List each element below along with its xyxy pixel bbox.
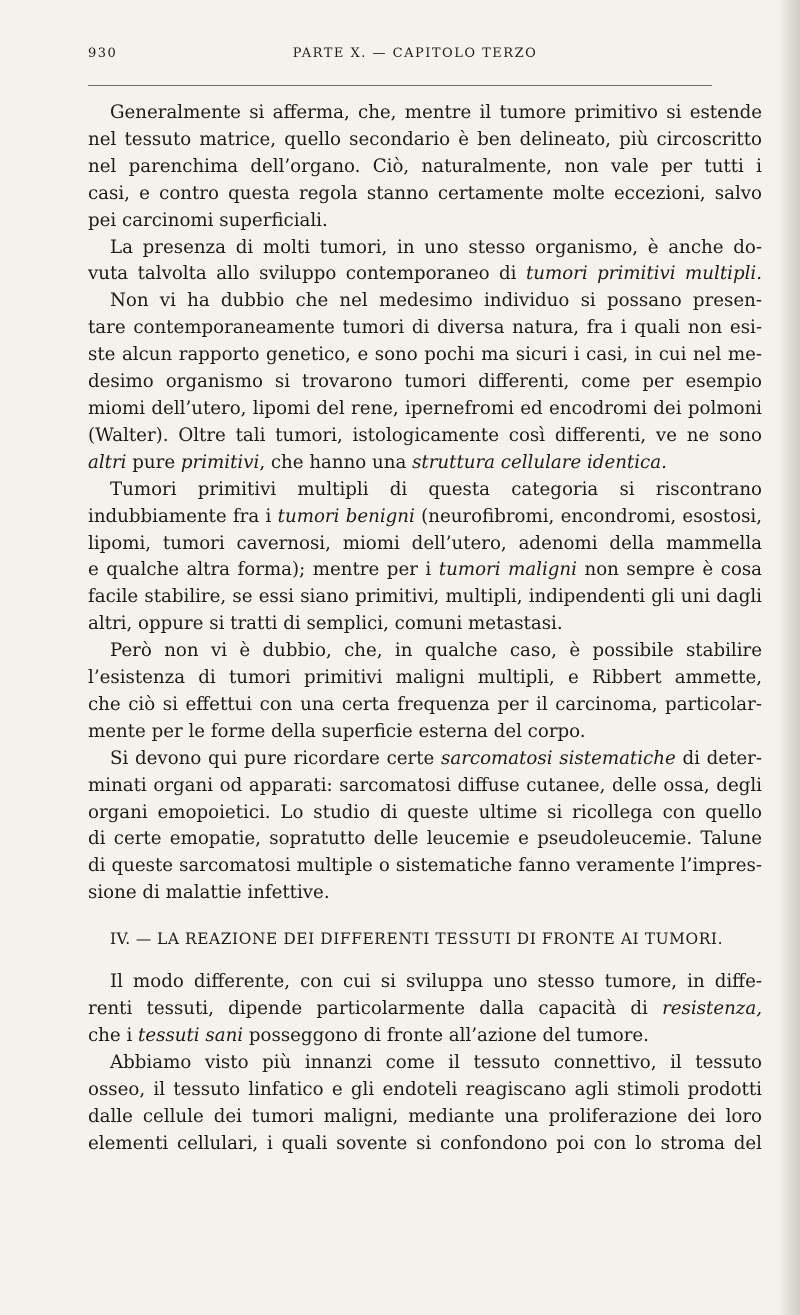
paragraph-3-line-3: lipomi, tumori cavernosi, miomi dell’utero, adenomi della mammella [88, 532, 762, 554]
paragraph-2-line-5: ste alcun rapporto genetico, e sono pochi ma sicuri i casi, in cui nel me- [88, 344, 762, 366]
paragraph-7 [88, 1050, 762, 1158]
paragraph-2-line-8: (Walter). Oltre tali tumori, istologicamente così differenti, ve ne sono [88, 424, 762, 446]
paragraph-6-line-2: renti tessuti, dipende particolarmente dalla capacità di resistenza, [88, 998, 762, 1020]
paragraph-2-line-1: La presenza di molti tumori, in uno stesso organismo, è anche do- [110, 236, 762, 258]
paragraph-5-line-1: Si devono qui pure ricordare certe sarcomatosi sistematiche di deter- [110, 747, 762, 769]
header-rule [88, 85, 712, 86]
section-number: IV. [110, 930, 131, 949]
paragraph-2-line-4: tare contemporaneamente tumori di diversa natura, fra i quali non esi- [88, 317, 762, 339]
running-title: PARTE X. — CAPITOLO TERZO [292, 46, 538, 61]
paragraph-2 [88, 235, 763, 477]
paragraph-2-line-7: miomi dell’utero, lipomi del rene, ipernefromi ed encodromi dei polmoni [88, 397, 762, 419]
paragraph-7-line-4: elementi cellulari, i quali sovente si confondono poi con lo stroma del [88, 1132, 762, 1154]
paragraph-2-line-6: desimo organismo si trovarono tumori differenti, come per esempio [88, 371, 762, 393]
paragraph-5-line-5: di queste sarcomatosi multiple o sistematiche fanno veramente l’impres- [88, 855, 762, 877]
paragraph-6-line-1: Il modo differente, con cui si sviluppa uno stesso tumore, in diffe- [110, 971, 762, 993]
paragraph-1-line-3: nel parenchima dell’organo. Ciò, naturalmente, non vale per tutti i [88, 155, 762, 177]
paragraph-3-line-2: indubbiamente fra i tumori benigni (neurofibromi, encondromi, esostosi, [88, 505, 762, 527]
paragraph-3-line-6: altri, oppure si tratti di semplici, comuni metastasi. [88, 613, 563, 635]
paragraph-4-line-4: mente per le forme della superficie esterna del corpo. [88, 720, 586, 742]
paragraph-1 [88, 100, 762, 235]
paragraph-4-line-1: Però non vi è dubbio, che, in qualche caso, è possibile stabilire [110, 640, 762, 662]
paragraph-6 [88, 969, 762, 1050]
paragraph-5-line-3: organi emopoietici. Lo studio di queste ultime si ricollega con quello [88, 801, 762, 823]
paragraph-3-line-1: Tumori primitivi multipli di questa categoria si riscontrano [110, 478, 762, 500]
paragraph-4 [88, 638, 762, 746]
paragraph-7-line-2: osseo, il tessuto linfatico e gli endoteli reagiscano agli stimoli prodotti [88, 1078, 762, 1100]
page-number: 930 [88, 46, 118, 61]
paragraph-4-line-3: che ciò si effettui con una certa frequenza per il carcinoma, particolar- [88, 693, 762, 715]
paragraph-7-line-3: dalle cellule dei tumori maligni, mediante una proliferazione dei loro [88, 1105, 762, 1127]
paragraph-1-line-2: nel tessuto matrice, quello secondario è ben delineato, più circoscritto [88, 128, 762, 150]
page-edge-shadow [778, 0, 800, 1315]
paragraph-6-line-3: che i tessuti sani posseggono di fronte all’azione del tumore. [88, 1025, 649, 1046]
paragraph-1-line-4: casi, e contro questa regola stanno certamente molte eccezioni, salvo [88, 182, 762, 204]
paragraph-3 [88, 477, 763, 638]
paragraph-5-line-4: di certe emopatie, sopratutto delle leucemie e pseudoleucemie. Talune [88, 828, 762, 850]
paragraph-2-line-9: altri pure primitivi, che hanno una struttura cellulare identica. [88, 451, 667, 473]
paragraph-3-line-4: e qualche altra forma); mentre per i tumori maligni non sempre è cosa [88, 559, 763, 581]
paragraph-3-line-5: facile stabilire, se essi siano primitivi, multipli, indipendenti gli uni dagli [88, 586, 762, 608]
paragraph-5 [88, 746, 762, 907]
page-body [88, 100, 763, 1158]
running-header [88, 44, 742, 66]
paragraph-5-line-6: sione di malattie infettive. [88, 882, 330, 904]
paragraph-7-line-1: Abbiamo visto più innanzi come il tessuto connettivo, il tessuto [110, 1051, 762, 1073]
section-dash: — [135, 930, 152, 949]
paragraph-1-line-5: pei carcinomi superficiali. [88, 209, 328, 231]
paragraph-5-line-2: minati organi od apparati: sarcomatosi diffuse cutanee, delle ossa, degli [88, 774, 762, 796]
paragraph-2-line-3: Non vi ha dubbio che nel medesimo individuo si possano presen- [110, 290, 762, 312]
section-heading [110, 927, 762, 951]
paragraph-1-line-1: Generalmente si afferma, che, mentre il tumore primitivo si estende [110, 102, 762, 123]
section-title: LA REAZIONE DEI DIFFERENTI TESSUTI DI FRONTE AI TUMORI. [157, 930, 724, 949]
paragraph-2-line-2: vuta talvolta allo sviluppo contemporaneo di tumori primitivi multipli. [88, 263, 763, 285]
paragraph-4-line-2: l’esistenza di tumori primitivi maligni multipli, e Ribbert ammette, [88, 667, 762, 689]
